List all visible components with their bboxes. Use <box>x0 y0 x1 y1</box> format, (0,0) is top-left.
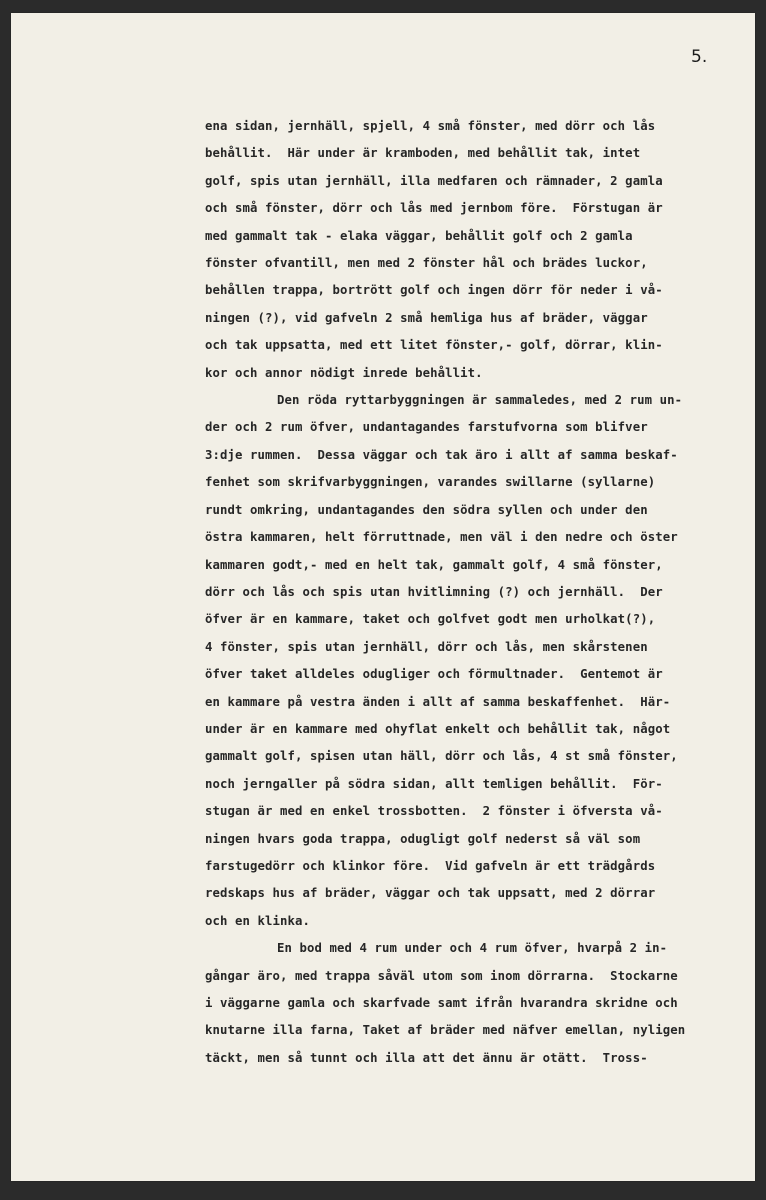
text-line: öfver taket alldeles odugliger och förmultnader. Gentemot är <box>205 667 663 682</box>
text-line: kammaren godt,- med en helt tak, gammalt golf, 4 små fönster, <box>205 557 663 572</box>
document-body <box>205 113 750 1072</box>
text-line: med gammalt tak - elaka väggar, behållit golf och 2 gamla <box>205 228 633 243</box>
text-line: ningen hvars goda trappa, odugligt golf nederst så väl som <box>205 831 641 846</box>
text-line: öfver är en kammare, taket och golfvet godt men urholkat(?), <box>205 612 656 627</box>
text-line: noch jerngaller på södra sidan, allt temligen behållit. För- <box>205 776 663 791</box>
text-line: gammalt golf, spisen utan häll, dörr och lås, 4 st små fönster, <box>205 749 678 764</box>
text-line: östra kammaren, helt förruttnade, men väl i den nedre och öster <box>205 530 678 545</box>
text-line: fenhet som skrifvarbyggningen, varandes swillarne (syllarne) <box>205 475 656 490</box>
text-line: golf, spis utan jernhäll, illa medfaren och rämnader, 2 gamla <box>205 173 663 188</box>
text-line: under är en kammare med ohyflat enkelt och behållit tak, något <box>205 721 671 736</box>
text-line: dörr och lås och spis utan hvitlimning (?) och jernhäll. Der <box>205 584 663 599</box>
text-line: redskaps hus af bräder, väggar och tak uppsatt, med 2 dörrar <box>205 886 656 901</box>
text-line: stugan är med en enkel trossbotten. 2 fönster i öfversta vå- <box>205 804 663 819</box>
text-line: behållit. Här under är kramboden, med behållit tak, intet <box>205 146 641 161</box>
page-number: 5. <box>691 47 708 67</box>
text-line: Den röda ryttarbyggningen är sammaledes, med 2 rum un- <box>277 393 683 408</box>
text-line: och små fönster, dörr och lås med jernbom före. Förstugan är <box>205 201 663 216</box>
text-line: gångar äro, med trappa såväl utom som inom dörrarna. Stockarne <box>205 968 678 983</box>
text-line: farstugedörr och klinkor före. Vid gafveln är ett trädgårds <box>205 858 656 873</box>
text-line: fönster ofvantill, men med 2 fönster hål och brädes luckor, <box>205 256 648 271</box>
text-line: en kammare på vestra änden i allt af samma beskaffenhet. Här- <box>205 694 671 709</box>
text-line: 4 fönster, spis utan jernhäll, dörr och lås, men skårstenen <box>205 639 648 654</box>
text-line: kor och annor nödigt inrede behållit. <box>205 365 483 380</box>
text-line: En bod med 4 rum under och 4 rum öfver, hvarpå 2 in- <box>277 941 668 956</box>
text-line: behållen trappa, bortrött golf och ingen dörr för neder i vå- <box>205 283 663 298</box>
text-line: 3:dje rummen. Dessa väggar och tak äro i allt af samma beskaf- <box>205 447 678 462</box>
text-line: i väggarne gamla och skarfvade samt ifrån hvarandra skridne och <box>205 996 678 1010</box>
text-line: rundt omkring, undantagandes den södra syllen och under den <box>205 502 648 517</box>
text-line: ena sidan, jernhäll, spjell, 4 små fönster, med dörr och lås <box>205 119 656 133</box>
text-line: der och 2 rum öfver, undantagandes farstufvorna som blifver <box>205 420 648 435</box>
text-line: och en klinka. <box>205 913 311 928</box>
text-line: och tak uppsatta, med ett litet fönster,- golf, dörrar, klin- <box>205 338 663 353</box>
text-line: täckt, men så tunnt och illa att det ännu är otätt. Tross- <box>205 1050 648 1065</box>
text-line: knutarne illa farna, Taket af bräder med näfver emellan, nyligen <box>205 1023 686 1038</box>
text-line: ningen (?), vid gafveln 2 små hemliga hus af bräder, väggar <box>205 310 648 325</box>
